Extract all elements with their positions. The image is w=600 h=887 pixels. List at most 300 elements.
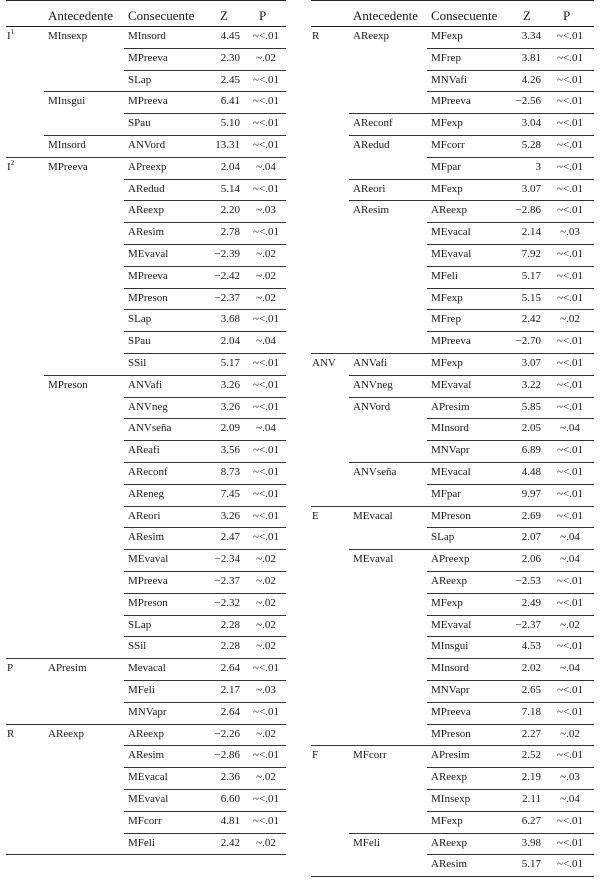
z-value: −2.26 <box>214 727 240 740</box>
table-row <box>311 26 594 48</box>
antecedente-cell: MFcorr <box>353 749 387 762</box>
consecuente-cell: MFeli <box>128 684 155 696</box>
consecuente-cell: MEvaval <box>431 618 472 631</box>
z-value: −2.42 <box>214 269 240 282</box>
p-value: ~.02 <box>256 596 276 609</box>
table-row <box>6 615 286 637</box>
table-row <box>6 70 286 92</box>
z-value: 3 <box>535 160 541 173</box>
consecuente-cell: AReexp <box>128 727 165 740</box>
z-value: 6.89 <box>521 444 541 457</box>
z-value: 5.17 <box>521 269 541 282</box>
table-row <box>6 484 286 506</box>
header-p: P <box>563 8 571 23</box>
table-row <box>6 113 286 135</box>
consecuente-cell: MPreeva <box>128 269 168 282</box>
z-value: 7.45 <box>220 487 240 500</box>
table-row <box>6 462 286 484</box>
antecedente-cell: MPreeva <box>48 160 88 173</box>
group-text: I <box>7 30 11 42</box>
p-value: ~<.01 <box>557 466 583 478</box>
antecedente-cell: MInsord <box>48 139 86 151</box>
consecuente-cell: MPreeva <box>128 51 168 64</box>
z-value: 3.07 <box>521 357 541 369</box>
consecuente-cell: MInsord <box>431 662 469 675</box>
table-row <box>311 309 594 331</box>
z-value: 2.45 <box>220 73 240 86</box>
z-value: 4.26 <box>521 73 541 86</box>
z-value: 13.31 <box>215 139 240 151</box>
p-value: ~.02 <box>256 771 276 784</box>
consecuente-cell: APresim <box>431 749 470 762</box>
consecuente-cell: AReafi <box>128 444 160 457</box>
group-label <box>7 662 13 674</box>
p-value: ~<.01 <box>253 95 279 108</box>
consecuente-cell: MFexp <box>431 814 463 827</box>
z-value: 2.02 <box>521 662 541 675</box>
z-value: 3.34 <box>521 30 541 42</box>
p-value: ~<.01 <box>557 182 583 195</box>
table-row <box>6 309 286 331</box>
table-row <box>311 91 594 113</box>
z-value: 2.14 <box>521 226 541 239</box>
z-value: 2.69 <box>521 509 541 522</box>
p-value: ~<.01 <box>557 596 583 609</box>
p-value: ~.02 <box>560 727 580 740</box>
antecedente-cell: MEvacal <box>353 509 393 522</box>
header-z: Z <box>523 8 531 23</box>
consecuente-cell: ANVseña <box>128 422 172 435</box>
table-row <box>6 375 286 397</box>
z-value: 6.41 <box>220 95 240 108</box>
consecuente-cell: SSil <box>128 640 147 653</box>
p-value: ~<.01 <box>253 814 279 827</box>
consecuente-cell: MPreson <box>431 727 471 740</box>
table-row <box>311 702 594 724</box>
z-value: 2.17 <box>220 684 240 696</box>
z-value: 4.53 <box>521 640 541 653</box>
consecuente-cell: MFpar <box>431 487 461 500</box>
p-value: ~.02 <box>256 575 276 587</box>
consecuente-cell: MFrep <box>431 51 461 64</box>
table-row <box>311 506 594 528</box>
p-value: ~.04 <box>560 422 580 435</box>
p-value: ~<.01 <box>557 836 583 849</box>
p-value: ~.03 <box>256 204 276 217</box>
table-row <box>6 789 286 811</box>
table-row <box>6 506 286 528</box>
p-value: ~<.01 <box>557 749 583 762</box>
p-value: ~<.01 <box>557 684 583 696</box>
group-label <box>312 30 319 42</box>
table-row <box>311 48 594 70</box>
table-row <box>311 484 594 506</box>
p-value: ~.02 <box>256 51 276 64</box>
table-row <box>311 179 594 201</box>
table-row <box>6 745 286 767</box>
group-label <box>312 749 318 761</box>
consecuente-cell: APreexp <box>431 553 470 566</box>
table-row <box>311 288 594 310</box>
z-value: 7.18 <box>521 705 541 718</box>
p-value: ~.02 <box>256 618 276 631</box>
antecedente-cell: MInsgui <box>48 95 86 108</box>
z-value: 9.97 <box>521 487 541 500</box>
consecuente-cell: SPau <box>128 335 151 348</box>
table-row <box>311 724 594 746</box>
z-value: 4.48 <box>521 466 541 478</box>
p-value: ~<.01 <box>557 139 583 151</box>
table-row <box>6 266 286 288</box>
antecedente-cell: AReexp <box>353 30 390 42</box>
z-value: 2.47 <box>220 531 240 544</box>
z-value: −2.39 <box>214 248 240 260</box>
p-value: ~.04 <box>256 422 276 435</box>
z-value: 2.36 <box>220 771 240 784</box>
p-value: ~<.01 <box>557 357 583 369</box>
z-value: 3.26 <box>220 509 240 522</box>
table-row <box>311 200 594 222</box>
z-value: 2.42 <box>521 313 541 326</box>
p-value: ~.02 <box>256 836 276 849</box>
p-value: ~<.01 <box>557 487 583 500</box>
z-value: 2.27 <box>521 727 541 740</box>
z-value: 2.52 <box>521 749 541 762</box>
table-row <box>6 91 286 113</box>
header-antecedente: Antecedente <box>48 8 113 23</box>
consecuente-cell: MFeli <box>128 836 155 849</box>
z-value: 3.98 <box>521 836 541 849</box>
table-row <box>311 527 594 549</box>
consecuente-cell: MPreeva <box>431 335 471 348</box>
table-row <box>311 222 594 244</box>
table-row <box>311 157 594 179</box>
p-value: ~<.01 <box>557 95 583 108</box>
z-value: 2.19 <box>521 771 541 784</box>
z-value: 2.05 <box>521 422 541 435</box>
table-row <box>311 680 594 702</box>
p-value: ~<.01 <box>253 749 279 762</box>
table-row <box>311 593 594 615</box>
z-value: −2.70 <box>515 335 541 348</box>
consecuente-cell: AReori <box>128 509 161 522</box>
consecuente-cell: MNVafi <box>431 73 468 86</box>
table-row <box>6 680 286 702</box>
p-value: ~.03 <box>560 226 580 239</box>
consecuente-cell: MFeli <box>431 269 458 282</box>
consecuente-cell: MFcorr <box>128 814 162 827</box>
group-label <box>312 357 336 369</box>
z-value: 3.81 <box>521 51 541 64</box>
antecedente-cell: ANVord <box>353 400 391 413</box>
p-value: ~.04 <box>256 160 276 173</box>
group-text: P <box>7 662 14 675</box>
consecuente-cell: SLap <box>128 618 152 631</box>
z-value: 2.20 <box>220 204 240 217</box>
consecuente-cell: AReexp <box>431 771 468 784</box>
table-row <box>311 833 594 855</box>
p-value: ~<.01 <box>253 466 279 478</box>
p-value: ~<.01 <box>253 444 279 457</box>
z-value: 2.04 <box>220 160 240 173</box>
p-value: ~<.01 <box>557 335 583 348</box>
consecuente-cell: SLap <box>128 73 152 86</box>
p-value: ~.02 <box>256 553 276 566</box>
z-value: 3.07 <box>521 182 541 195</box>
table-row <box>311 462 594 484</box>
table-row <box>6 288 286 310</box>
consecuente-cell: ARedud <box>128 182 165 195</box>
table-row <box>311 375 594 397</box>
consecuente-cell: MEvacal <box>431 466 471 478</box>
consecuente-cell: MEvacal <box>128 771 168 784</box>
z-value: 7.92 <box>521 248 541 260</box>
p-value: ~<.01 <box>557 51 583 64</box>
p-value: ~<.01 <box>557 73 583 86</box>
table-row <box>311 331 594 353</box>
z-value: −2.37 <box>515 618 541 631</box>
p-value: ~<.01 <box>557 291 583 304</box>
consecuente-cell: MInsexp <box>431 793 471 805</box>
z-value: 2.65 <box>521 684 541 696</box>
consecuente-cell: MFpar <box>431 160 461 173</box>
table-row <box>6 397 286 419</box>
p-value: ~<.01 <box>557 269 583 282</box>
z-value: 4.45 <box>220 30 240 42</box>
header-z: Z <box>220 8 228 23</box>
consecuente-cell: MInsgui <box>431 640 469 653</box>
table-row <box>311 615 594 637</box>
p-value: ~<.01 <box>253 73 279 86</box>
z-value: 5.15 <box>521 291 541 304</box>
antecedente-cell: ANVseña <box>353 466 397 478</box>
p-value: ~<.01 <box>253 313 279 326</box>
consecuente-cell: SSil <box>128 357 147 369</box>
z-value: 3.26 <box>220 378 240 391</box>
table-row <box>311 244 594 266</box>
table-row <box>6 527 286 549</box>
antecedente-cell: ANVafi <box>353 357 388 369</box>
header-consecuente: Consecuente <box>128 8 195 23</box>
p-value: ~.04 <box>560 531 580 544</box>
z-value: 2.28 <box>220 618 240 631</box>
group-label <box>312 510 319 522</box>
table-row <box>6 48 286 70</box>
consecuente-cell: MNVapr <box>431 444 470 457</box>
table-row <box>6 767 286 789</box>
p-value: ~<.01 <box>557 814 583 827</box>
z-value: 5.28 <box>521 139 541 151</box>
p-value: ~<.01 <box>253 705 279 718</box>
antecedente-cell: AReexp <box>48 727 85 740</box>
z-value: −2.56 <box>515 95 541 108</box>
table-row <box>6 833 286 855</box>
table-row <box>6 571 286 593</box>
p-value: ~.04 <box>256 335 276 348</box>
p-value: ~<.01 <box>253 509 279 522</box>
table-row <box>311 636 594 658</box>
table-row <box>6 331 286 353</box>
consecuente-cell: AResim <box>128 749 165 762</box>
p-value: ~<.01 <box>557 378 583 391</box>
consecuente-cell: MPreeva <box>128 95 168 108</box>
p-value: ~<.01 <box>253 182 279 195</box>
consecuente-cell: AReexp <box>431 836 468 849</box>
p-value: ~.02 <box>560 313 580 326</box>
table-row <box>311 789 594 811</box>
z-value: 2.64 <box>220 662 240 675</box>
z-value: 2.64 <box>220 705 240 718</box>
consecuente-cell: MFexp <box>431 291 463 304</box>
z-value: 6.27 <box>521 814 541 827</box>
z-value: 5.17 <box>521 858 541 871</box>
table-row <box>6 418 286 440</box>
table-row <box>6 135 286 157</box>
p-value: ~<.01 <box>253 117 279 130</box>
group-text: ANV <box>312 357 336 369</box>
z-value: 2.30 <box>220 51 240 64</box>
table-row <box>6 157 286 179</box>
p-value: ~.04 <box>560 662 580 675</box>
z-value: 4.81 <box>220 814 240 827</box>
p-value: ~<.01 <box>557 444 583 457</box>
z-value: 6.60 <box>220 793 240 805</box>
z-value: 5.10 <box>220 117 240 130</box>
z-value: −2.53 <box>515 575 541 587</box>
antecedente-cell: AResim <box>353 204 390 217</box>
table-row <box>6 244 286 266</box>
table-row <box>6 593 286 615</box>
consecuente-cell: MNVapr <box>128 705 167 718</box>
p-value: ~.02 <box>256 269 276 282</box>
p-value: ~<.01 <box>557 30 583 42</box>
p-value: ~.04 <box>560 793 580 805</box>
consecuente-cell: MEvacal <box>431 226 471 239</box>
consecuente-cell: MPreeva <box>431 705 471 718</box>
group-label <box>7 30 14 42</box>
p-value: ~<.01 <box>253 662 279 675</box>
z-value: 5.14 <box>220 182 240 195</box>
z-value: 2.49 <box>521 596 541 609</box>
header-antecedente: Antecedente <box>353 8 418 23</box>
table-row <box>311 113 594 135</box>
consecuente-cell: MPreson <box>431 509 471 522</box>
consecuente-cell: MFexp <box>431 357 463 369</box>
z-value: 3.26 <box>220 400 240 413</box>
p-value: ~<.01 <box>253 378 279 391</box>
antecedente-cell: APresim <box>48 662 87 675</box>
consecuente-cell: ANVneg <box>128 400 168 413</box>
p-value: ~.02 <box>256 248 276 260</box>
table-row <box>311 745 594 767</box>
table-row <box>6 702 286 724</box>
consecuente-cell: SLap <box>128 313 152 326</box>
row-rule <box>6 854 286 855</box>
consecuente-cell: MEvaval <box>431 248 472 260</box>
table-row <box>6 549 286 571</box>
consecuente-cell: MFexp <box>431 596 463 609</box>
z-value: 3.04 <box>521 117 541 130</box>
table-row <box>311 658 594 680</box>
z-value: 2.42 <box>220 836 240 849</box>
p-value: ~.03 <box>560 771 580 784</box>
z-value: 2.04 <box>220 335 240 348</box>
table-row <box>311 854 594 876</box>
p-value: ~<.01 <box>253 531 279 544</box>
consecuente-cell: MEvaval <box>128 793 169 805</box>
consecuente-cell: SPau <box>128 117 151 130</box>
consecuente-cell: MFrep <box>431 313 461 326</box>
consecuente-cell: AReexp <box>128 204 165 217</box>
table-row <box>311 418 594 440</box>
group-text: F <box>312 749 319 762</box>
z-value: −2.37 <box>214 575 240 587</box>
header-p: P <box>259 8 267 23</box>
p-value: ~<.01 <box>557 509 583 522</box>
group-label <box>7 158 15 173</box>
p-value: ~<.01 <box>557 575 583 587</box>
p-value: ~<.01 <box>253 139 279 151</box>
consecuente-cell: SLap <box>431 531 455 544</box>
table-row <box>311 266 594 288</box>
consecuente-cell: AReexp <box>431 575 468 587</box>
z-value: 8.73 <box>220 466 240 478</box>
p-value: ~<.01 <box>253 357 279 369</box>
group-text: E <box>312 509 319 522</box>
table-row <box>6 724 286 746</box>
consecuente-cell: AResim <box>128 226 165 239</box>
z-value: 2.07 <box>521 531 541 544</box>
consecuente-cell: MEvaval <box>128 553 169 566</box>
table-row <box>311 397 594 419</box>
table-header <box>311 0 594 27</box>
table-row <box>6 353 286 375</box>
consecuente-cell: MFcorr <box>431 139 465 151</box>
table-row <box>6 440 286 462</box>
group-text: R <box>7 727 15 740</box>
p-value: ~.04 <box>560 553 580 566</box>
consecuente-cell: MPreeva <box>128 575 168 587</box>
z-value: −2.86 <box>214 749 240 762</box>
p-value: ~.02 <box>256 727 276 740</box>
consecuente-cell: MNVapr <box>431 684 470 696</box>
table-row <box>311 440 594 462</box>
table-row <box>311 767 594 789</box>
p-value: ~<.01 <box>557 204 583 217</box>
consecuente-cell: MEvaval <box>431 378 472 391</box>
consecuente-cell: MPreson <box>128 291 168 304</box>
table-row <box>6 636 286 658</box>
table-row <box>6 658 286 680</box>
p-value: ~<.01 <box>557 400 583 413</box>
consecuente-cell: AReconf <box>128 466 168 478</box>
table-row <box>6 200 286 222</box>
p-value: ~<.01 <box>557 858 583 871</box>
z-value: −2.34 <box>214 553 240 566</box>
consecuente-cell: MPreeva <box>431 95 471 108</box>
p-value: ~.02 <box>256 640 276 653</box>
table-row <box>311 549 594 571</box>
p-value: ~.02 <box>256 291 276 304</box>
consecuente-cell: APreexp <box>128 160 167 173</box>
z-value: −2.37 <box>214 291 240 304</box>
consecuente-cell: MFexp <box>431 30 463 42</box>
antecedente-cell: MInsexp <box>48 30 88 42</box>
z-value: −2.86 <box>515 204 541 217</box>
z-value: −2.32 <box>214 596 240 609</box>
p-value: ~<.01 <box>253 400 279 413</box>
table-row <box>6 811 286 833</box>
